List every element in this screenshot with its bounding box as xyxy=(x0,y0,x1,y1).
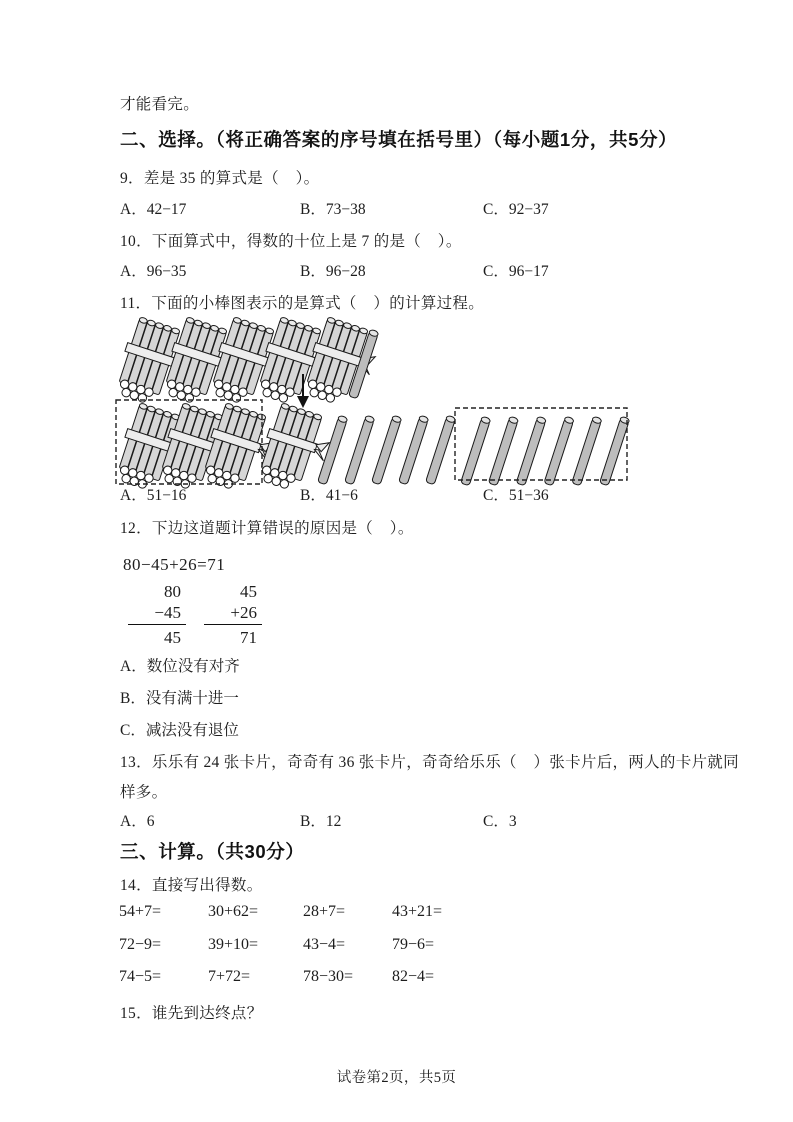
q14-row-3 xyxy=(119,968,679,988)
q13-option-b: B．12 xyxy=(300,813,342,830)
question-11-options xyxy=(120,483,720,503)
question-13-stem-line1: 13．乐乐有 24 张卡片，奇奇有 36 张卡片，奇奇给乐乐（ ）张卡片后，两人的卡片就同 xyxy=(120,754,739,771)
q14-expression: 72−9= xyxy=(119,936,162,953)
q10-option-a: A．96−35 xyxy=(120,263,187,280)
single-stick xyxy=(345,415,375,485)
section-three-heading: 三、计算。（共30分） xyxy=(120,841,305,862)
single-stick xyxy=(426,415,456,485)
q14-expression: 74−5= xyxy=(119,968,162,985)
q12-option-a: A．数位没有对齐 xyxy=(120,658,240,675)
single-stick xyxy=(461,416,491,486)
q12-option-b: B．没有满十进一 xyxy=(120,690,239,707)
q11-option-b: B．41−6 xyxy=(300,487,358,504)
q14-row-2 xyxy=(119,936,679,956)
question-12-stem: 12．下边这道题计算错误的原因是（ ）。 xyxy=(120,520,414,537)
question-11-stem: 11．下面的小棒图表示的是算式（ ）的计算过程。 xyxy=(120,295,485,312)
q12-right-result: 71 xyxy=(240,628,257,647)
question-13-stem-line2: 样多。 xyxy=(120,784,168,801)
section-two-heading: 二、选择。（将正确答案的序号填在括号里）（每小题1分，共5分） xyxy=(120,129,678,150)
q13-option-a: A．6 xyxy=(120,813,155,830)
q12-right-op: +26 xyxy=(204,602,262,625)
question-9-stem: 9．差是 35 的算式是（ ）。 xyxy=(120,170,320,187)
single-stick xyxy=(572,416,602,486)
single-stick xyxy=(516,416,546,486)
q14-expression: 78−30= xyxy=(303,968,354,985)
question-9-options xyxy=(120,197,720,217)
single-stick xyxy=(544,416,574,486)
q14-expression: 82−4= xyxy=(392,968,435,985)
q14-row-1 xyxy=(119,903,679,923)
stick-diagram xyxy=(110,312,645,490)
q9-option-a: A．42−17 xyxy=(120,201,187,218)
q14-expression: 54+7= xyxy=(119,903,162,920)
q12-work-right xyxy=(204,581,262,648)
q14-expression: 43+21= xyxy=(392,903,443,920)
q12-equation: 80−45+26=71 xyxy=(123,555,226,574)
q12-work-left xyxy=(128,581,186,648)
question-13-options xyxy=(120,809,720,829)
carryover-text: 才能看完。 xyxy=(120,96,200,113)
q13-option-c: C．3 xyxy=(483,813,517,830)
page-footer: 试卷第2页，共5页 xyxy=(336,1070,457,1086)
q11-option-a: A．51−16 xyxy=(120,487,187,504)
single-stick xyxy=(488,416,518,486)
q10-option-c: C．96−17 xyxy=(483,263,549,280)
q9-option-b: B．73−38 xyxy=(300,201,366,218)
question-14-stem: 14．直接写出得数。 xyxy=(120,877,263,894)
q9-option-c: C．92−37 xyxy=(483,201,549,218)
single-stick xyxy=(372,415,402,485)
q10-option-b: B．96−28 xyxy=(300,263,366,280)
q11-option-c: C．51−36 xyxy=(483,487,549,504)
single-stick xyxy=(399,415,429,485)
q14-expression: 7+72= xyxy=(208,968,251,985)
question-10-stem: 10．下面算式中，得数的十位上是 7 的是（ ）。 xyxy=(120,233,462,250)
q14-expression: 39+10= xyxy=(208,936,259,953)
q12-left-top: 80 xyxy=(164,582,181,601)
q12-right-top: 45 xyxy=(240,582,257,601)
q12-option-c: C．减法没有退位 xyxy=(120,722,239,739)
q14-expression: 28+7= xyxy=(303,903,346,920)
single-stick xyxy=(600,416,630,486)
q14-expression: 30+62= xyxy=(208,903,259,920)
q14-expression: 43−4= xyxy=(303,936,346,953)
q14-expression: 79−6= xyxy=(392,936,435,953)
question-15-stem: 15．谁先到达终点？ xyxy=(120,1005,263,1022)
q12-left-op: −45 xyxy=(128,602,186,625)
q12-left-result: 45 xyxy=(164,628,181,647)
q12-column-work xyxy=(128,581,262,648)
question-10-options xyxy=(120,259,720,279)
